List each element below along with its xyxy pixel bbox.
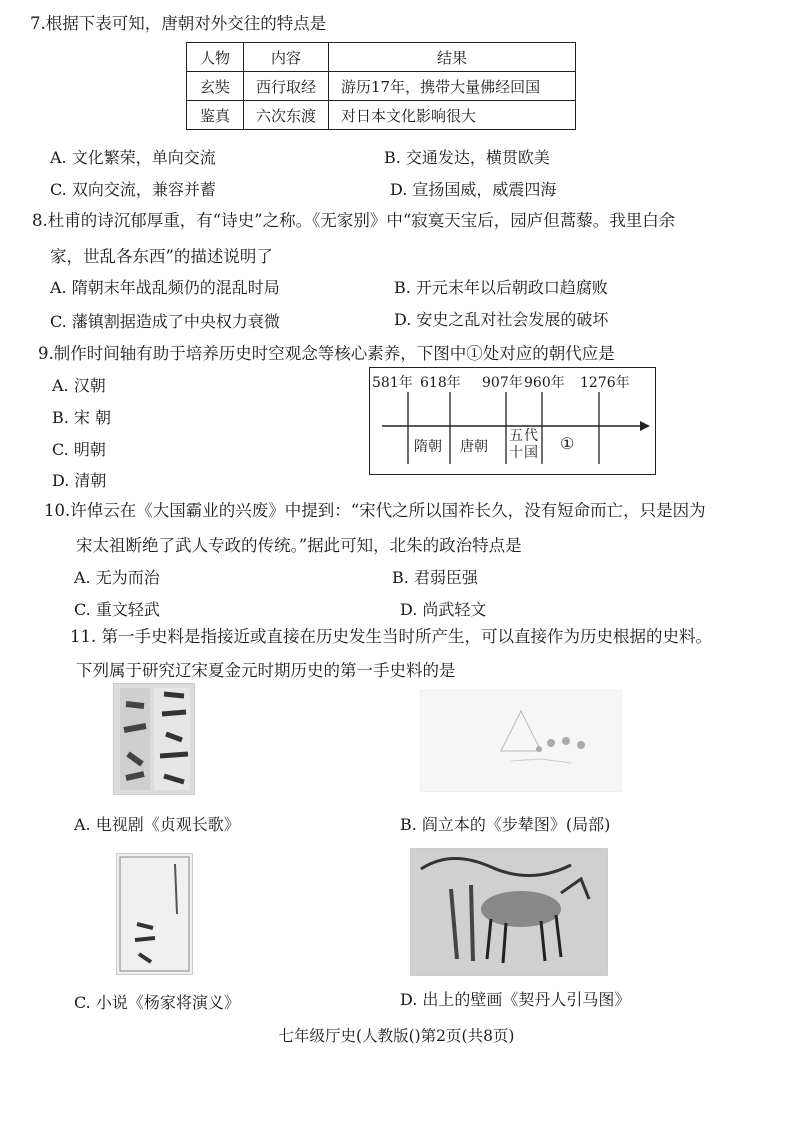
q10-stem-line1: 10.许倬云在《大国霸业的兴废》中提到：“宋代之所以国祚长久，没有短命而亡，只是因为: [44, 501, 706, 520]
timeline-year: 907年: [482, 375, 523, 391]
page-footer: 七年级厅史(人教版()第2页(共8页): [278, 1027, 515, 1045]
table-cell: 玄奘: [187, 72, 244, 101]
q11-option-a[interactable]: A. 电视剧《贞观长歌》: [74, 815, 240, 834]
q9-option-a[interactable]: A. 汉朝: [52, 376, 106, 395]
calligraphy-texture: [114, 684, 194, 794]
q11-option-c[interactable]: C. 小说《杨家将演义》: [74, 993, 240, 1012]
q11-image-b: [420, 690, 622, 792]
q8-stem-line1: 8.杜甫的诗沉郁厚重，有“诗史”之称。《无家别》中“寂寞天宝后，园庐但蒿藜。我里白余: [32, 211, 676, 230]
table-cell: 西行取经: [244, 72, 329, 101]
q8-option-a[interactable]: A. 隋朝末年战乱频仍的混乱时局: [50, 278, 280, 297]
q10-option-d[interactable]: D. 尚武轻文: [400, 600, 487, 619]
timeline-arrowhead: [640, 421, 650, 431]
q11-option-b[interactable]: B. 阎立本的《步辇图》(局部): [400, 815, 611, 834]
table-cell: 六次东渡: [244, 101, 329, 130]
timeline-year: 581年: [372, 375, 413, 391]
q7-stem: 7.根据下表可知，唐朝对外交往的特点是: [30, 14, 327, 33]
q11-option-d[interactable]: D. 出上的壁画《契丹人引马图》: [400, 990, 631, 1009]
timeline-diagram: [369, 367, 656, 475]
timeline-year: 618年: [420, 375, 461, 391]
q10-stem-line2: 宋太祖断绝了武人专政的传统。”据此可知，北朱的政治特点是: [76, 536, 522, 555]
q8-option-b[interactable]: B. 开元末年以后朝政口趋腐败: [394, 278, 608, 297]
table-header-cell: 内容: [244, 43, 329, 72]
table-cell: 游历17年，携带大量佛经回国: [329, 72, 576, 101]
table-header-cell: 人物: [187, 43, 244, 72]
table-cell: 对日本文化影响很大: [329, 101, 576, 130]
table-cell: 鉴真: [187, 101, 244, 130]
q9-option-b[interactable]: B. 宋 朝: [52, 408, 112, 427]
q11-image-d: [410, 848, 608, 976]
q7-option-a[interactable]: A. 文化繁荣，单向交流: [50, 148, 216, 167]
table-header-row: [187, 43, 576, 72]
table-header-cell: 结果: [329, 43, 576, 72]
table-row: [187, 72, 576, 101]
q11-image-a: [113, 683, 195, 795]
q7-option-b[interactable]: B. 交通发达，横贯欧美: [384, 148, 550, 167]
timeline-period-tang: 唐朝: [460, 439, 488, 455]
image-a-caption-text: [196, 684, 200, 685]
q11-image-c: [116, 853, 193, 975]
q10-option-b[interactable]: B. 君弱臣强: [392, 568, 478, 587]
q8-option-d[interactable]: D. 安史之乱对社会发展的破坏: [394, 310, 609, 329]
q9-stem: 9.制作时间轴有助于培养历史时空观念等核心素养，下图中①处对应的朝代应是: [38, 344, 615, 363]
q10-option-a[interactable]: A. 无为而治: [74, 568, 160, 587]
timeline-period-sui: 隋朝: [414, 439, 442, 455]
q10-option-c[interactable]: C. 重文轻武: [74, 600, 160, 619]
novel-cover-sketch: [117, 854, 192, 974]
q7-option-c[interactable]: C. 双向交流，兼容并蓄: [50, 180, 216, 199]
q7-table: [186, 42, 576, 130]
timeline-year: 1276年: [580, 375, 630, 391]
q9-option-c[interactable]: C. 明朝: [52, 440, 106, 459]
timeline-period-blank: ①: [560, 434, 575, 453]
q7-option-d[interactable]: D. 宣扬国威，威震四海: [390, 180, 557, 199]
q9-option-d[interactable]: D. 清朝: [52, 471, 107, 490]
mural-sketch: [411, 849, 607, 975]
q8-option-c[interactable]: C. 藩镇割据造成了中央权力衰微: [50, 312, 280, 331]
q11-stem-line1: 11. 第一手史料是指接近或直接在历史发生当时所产生，可以直接作为历史根据的史料。: [70, 627, 712, 646]
q11-stem-line2: 下列属于研究辽宋夏金元时期历史的第一手史料的是: [76, 661, 456, 680]
timeline-period-five-dynasties: 五代十国: [509, 428, 539, 461]
painting-sketch: [421, 691, 621, 791]
timeline-year: 960年: [524, 375, 565, 391]
q8-stem-line2: 家，世乱各东西”的描述说明了: [50, 247, 273, 266]
table-row: [187, 101, 576, 130]
